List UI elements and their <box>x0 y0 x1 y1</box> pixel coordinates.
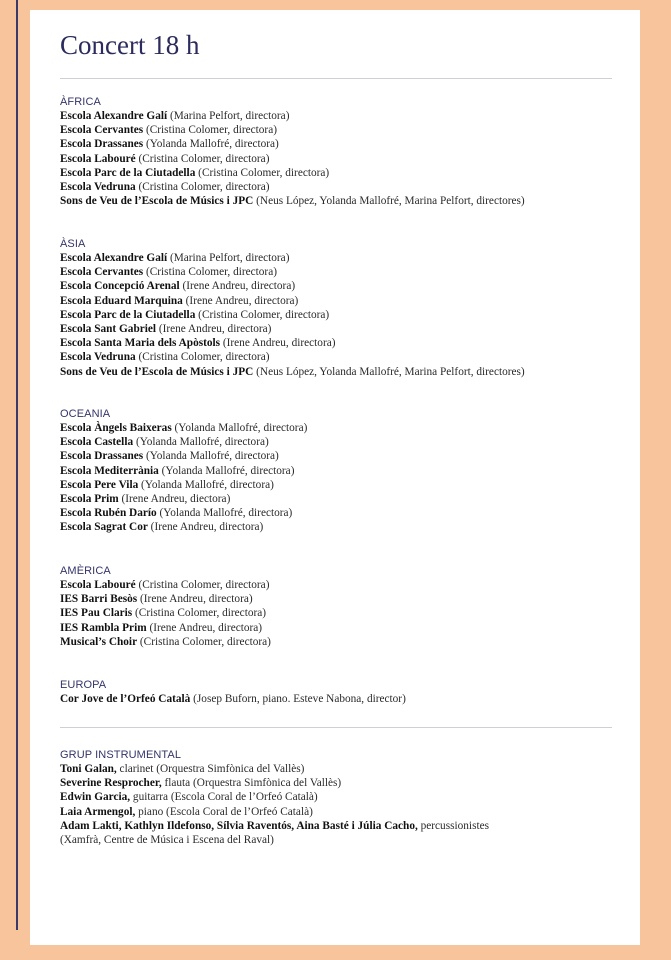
performer-name: Edwin Garcia, <box>60 791 131 804</box>
list-item <box>60 819 489 833</box>
performer-detail: guitarra (Escola Coral de l’Orfeó Català) <box>130 791 318 804</box>
performer-detail: (Cristina Colomer, directora) <box>195 308 330 321</box>
performer-name: Musical’s Choir <box>60 635 138 648</box>
performer-name: Escola Eduard Marquina <box>60 294 183 307</box>
performer-detail: percussionistes <box>417 819 490 832</box>
performer-name: Escola Labouré <box>60 152 136 165</box>
performer-name: Escola Mediterrània <box>60 464 159 477</box>
list-item <box>60 464 307 478</box>
performer-detail: (Cristina Colomer, directora) <box>143 266 277 279</box>
performer-detail: (Cristina Colomer, directora) <box>135 351 270 364</box>
divider <box>60 727 612 728</box>
section-heading: ÀSIA <box>60 238 86 250</box>
performer-name: Escola Pere Vila <box>60 478 139 491</box>
performer-detail: (Neus López, Yolanda Mallofré, Marina Pelfort, directores) <box>253 365 525 378</box>
performer-detail: (Irene Andreu, directora) <box>220 337 336 350</box>
performer-detail: (Cristina Colomer, directora) <box>143 124 277 137</box>
list-item <box>60 152 525 166</box>
performer-name: Escola Drassanes <box>60 450 144 463</box>
performer-name: Escola Alexandre Galí <box>60 110 168 122</box>
section-heading: ÀFRICA <box>60 96 101 108</box>
list-item <box>60 606 271 620</box>
performer-name: Sons de Veu de l’Escola de Músics i JPC <box>60 195 254 208</box>
list-item <box>60 621 271 635</box>
section-àfrica <box>60 95 525 208</box>
performer-detail: (Irene Andreu, directora) <box>156 322 272 335</box>
performer-name: Escola Rubén Darío <box>60 507 157 520</box>
list-item <box>60 322 525 336</box>
performer-name: Laia Armengol, <box>60 805 136 818</box>
performer-name: Escola Castella <box>60 436 134 449</box>
performer-name: Escola Sant Gabriel <box>60 322 157 335</box>
list-item <box>60 805 489 819</box>
list-item <box>60 365 525 379</box>
performer-detail: clarinet (Orquestra Simfònica del Vallès) <box>116 763 305 775</box>
list-item <box>60 109 525 123</box>
performer-detail: (Cristina Colomer, directora) <box>137 635 271 648</box>
performer-detail: (Xamfrà, Centre de Música i Escena del Raval) <box>60 833 274 846</box>
list-item <box>60 578 271 592</box>
performer-name: Severine Resprocher, <box>60 777 162 790</box>
list-item <box>60 790 489 804</box>
performer-name: Escola Parc de la Ciutadella <box>60 308 196 321</box>
performer-detail: (Neus López, Yolanda Mallofré, Marina Pelfort, directores) <box>253 195 525 208</box>
list-item <box>60 251 525 265</box>
list-item <box>60 265 525 279</box>
performer-name: IES Pau Claris <box>60 607 133 620</box>
performer-detail: (Josep Buforn, piano. Esteve Nabona, director) <box>190 693 406 705</box>
list-item <box>60 635 271 649</box>
performer-detail: flauta (Orquestra Simfònica del Vallès) <box>161 777 342 790</box>
performer-name: Escola Sagrat Cor <box>60 521 148 534</box>
performer-name: Escola Concepció Arenal <box>60 280 180 293</box>
performer-name: Escola Labouré <box>60 579 136 591</box>
list-item <box>60 762 489 776</box>
list-item <box>60 506 307 520</box>
performer-detail: (Yolanda Mallofré, directora) <box>133 436 269 449</box>
performer-detail: piano (Escola Coral de l’Orfeó Català) <box>135 805 313 818</box>
performer-detail: (Irene Andreu, directora) <box>146 621 263 634</box>
performer-detail: (Irene Andreu, directora) <box>179 280 296 293</box>
performer-name: Escola Àngels Baixeras <box>60 422 172 434</box>
performer-name: Escola Drassanes <box>60 138 144 151</box>
performer-detail: (Yolanda Mallofré, directora) <box>143 138 279 151</box>
list-item <box>60 308 525 322</box>
performer-name: Escola Cervantes <box>60 266 144 279</box>
list-item <box>60 180 525 194</box>
performer-detail: (Yolanda Mallofré, directora) <box>138 478 274 491</box>
list-item <box>60 435 307 449</box>
list-item <box>60 833 489 847</box>
section-oceania <box>60 407 307 535</box>
list-item <box>60 492 307 506</box>
section-europa <box>60 678 406 706</box>
performer-detail: (Irene Andreu, directora) <box>182 294 299 307</box>
list-item <box>60 421 307 435</box>
divider <box>60 78 612 79</box>
performer-name: IES Rambla Prim <box>60 621 147 634</box>
section-heading: EUROPA <box>60 679 107 691</box>
performer-detail: (Yolanda Mallofré, directora) <box>143 450 279 463</box>
performer-detail: (Cristina Colomer, directora) <box>135 180 270 193</box>
list-item <box>60 194 525 208</box>
section-grup-instrumental <box>60 748 489 847</box>
list-item <box>60 520 307 534</box>
performer-detail: (Yolanda Mallofré, directora) <box>158 464 295 477</box>
section-heading: GRUP INSTRUMENTAL <box>60 749 182 761</box>
list-item <box>60 123 525 137</box>
performer-name: Escola Vedruna <box>60 180 136 193</box>
list-item <box>60 294 525 308</box>
performer-name: IES Barri Besòs <box>60 593 138 606</box>
performer-detail: (Cristina Colomer, directora) <box>135 579 270 591</box>
section-heading: AMÈRICA <box>60 565 111 577</box>
performer-name: Toni Galan, <box>60 763 117 775</box>
performer-name: Adam Lakti, Kathlyn Ildefonso, Sílvia Raventós, Aina Basté i Júlia Cacho, <box>60 819 418 832</box>
performer-detail: (Cristina Colomer, directora) <box>195 166 330 179</box>
performer-name: Escola Alexandre Galí <box>60 252 168 264</box>
performer-name: Escola Cervantes <box>60 124 144 137</box>
performer-detail: (Yolanda Mallofré, directora) <box>171 422 308 434</box>
list-item <box>60 166 525 180</box>
list-item <box>60 350 525 364</box>
performer-detail: (Irene Andreu, directora) <box>137 593 253 606</box>
performer-name: Escola Santa Maria dels Apòstols <box>60 337 221 350</box>
list-item <box>60 449 307 463</box>
performer-name: Escola Vedruna <box>60 351 136 364</box>
performer-detail: (Yolanda Mallofré, directora) <box>156 507 293 520</box>
performer-detail: (Marina Pelfort, directora) <box>167 252 290 264</box>
performer-name: Cor Jove de l’Orfeó Català <box>60 693 191 705</box>
list-item <box>60 592 271 606</box>
page-title: Concert 18 h <box>60 30 200 60</box>
list-item <box>60 776 489 790</box>
page-edge-line <box>16 0 18 930</box>
section-heading: OCEANIA <box>60 408 111 420</box>
performer-detail: (Marina Pelfort, directora) <box>167 110 290 122</box>
list-item <box>60 692 406 706</box>
section-amèrica <box>60 564 271 649</box>
performer-name: Escola Prim <box>60 492 119 505</box>
performer-name: Sons de Veu de l’Escola de Músics i JPC <box>60 365 254 378</box>
list-item <box>60 478 307 492</box>
performer-detail: (Irene Andreu, directora) <box>147 521 264 534</box>
performer-detail: (Cristina Colomer, directora) <box>135 152 270 165</box>
list-item <box>60 336 525 350</box>
list-item <box>60 279 525 293</box>
performer-detail: (Irene Andreu, diectora) <box>118 492 231 505</box>
section-àsia <box>60 237 525 379</box>
performer-detail: (Cristina Colomer, directora) <box>132 607 267 620</box>
program-page <box>30 10 640 945</box>
list-item <box>60 137 525 151</box>
performer-name: Escola Parc de la Ciutadella <box>60 166 196 179</box>
